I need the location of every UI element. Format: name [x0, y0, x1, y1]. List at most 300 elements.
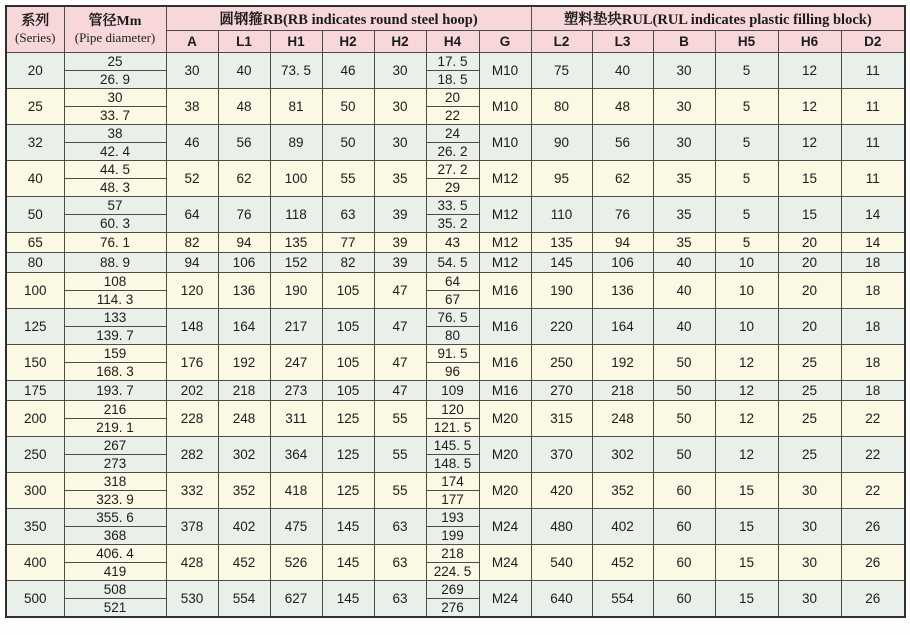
value-cell: 89 [270, 125, 322, 161]
value-cell: 56 [592, 125, 653, 161]
value-cell: 40 [592, 53, 653, 89]
column-header-h2: H2 [322, 31, 374, 53]
value-cell: 47 [374, 345, 426, 381]
diameter-cell: 42. 4 [64, 143, 166, 161]
value-cell: M16 [479, 309, 531, 345]
h4-cell: 269 [426, 581, 479, 599]
series-cell: 150 [6, 345, 64, 381]
value-cell: 247 [270, 345, 322, 381]
value-cell: 30 [374, 89, 426, 125]
value-cell: 50 [322, 125, 374, 161]
value-cell: 30 [778, 581, 841, 618]
value-cell: 164 [218, 309, 270, 345]
h4-cell: 17. 5 [426, 53, 479, 71]
value-cell: 38 [166, 89, 218, 125]
round-steel-hoop-group-header: 圆钢箍RB(RB indicates round steel hoop) [166, 6, 531, 31]
diameter-cell: 219. 1 [64, 419, 166, 437]
value-cell: 75 [531, 53, 592, 89]
diameter-cell: 88. 9 [64, 253, 166, 273]
value-cell: 14 [841, 197, 905, 233]
value-cell: 370 [531, 437, 592, 473]
value-cell: 76 [592, 197, 653, 233]
value-cell: 228 [166, 401, 218, 437]
value-cell: 47 [374, 381, 426, 401]
value-cell: 39 [374, 233, 426, 253]
value-cell: 270 [531, 381, 592, 401]
value-cell: M12 [479, 233, 531, 253]
diameter-cell: 48. 3 [64, 179, 166, 197]
diameter-cell: 33. 7 [64, 107, 166, 125]
value-cell: 39 [374, 253, 426, 273]
value-cell: 60 [653, 509, 715, 545]
value-cell: 12 [715, 345, 778, 381]
h4-cell: 121. 5 [426, 419, 479, 437]
value-cell: 105 [322, 273, 374, 309]
value-cell: 152 [270, 253, 322, 273]
value-cell: M10 [479, 125, 531, 161]
table-row [6, 345, 905, 363]
series-cell: 40 [6, 161, 64, 197]
value-cell: 60 [653, 545, 715, 581]
h4-cell: 22 [426, 107, 479, 125]
h4-cell: 120 [426, 401, 479, 419]
value-cell: 25 [778, 437, 841, 473]
column-header-l1: L1 [218, 31, 270, 53]
value-cell: 35 [653, 233, 715, 253]
series-header [6, 6, 64, 53]
series-cell: 20 [6, 53, 64, 89]
diameter-cell: 25 [64, 53, 166, 71]
value-cell: 63 [374, 545, 426, 581]
value-cell: 12 [778, 89, 841, 125]
value-cell: 190 [270, 273, 322, 309]
value-cell: 145 [322, 545, 374, 581]
value-cell: 30 [653, 89, 715, 125]
table-row [6, 253, 905, 273]
plastic-block-group-header: 塑料垫块RUL(RUL indicates plastic filling block) [531, 6, 905, 31]
column-header-l3: L3 [592, 31, 653, 53]
value-cell: 22 [841, 401, 905, 437]
diameter-cell: 30 [64, 89, 166, 107]
value-cell: 540 [531, 545, 592, 581]
value-cell: 30 [653, 125, 715, 161]
value-cell: 530 [166, 581, 218, 618]
value-cell: 10 [715, 309, 778, 345]
value-cell: 302 [218, 437, 270, 473]
table-row [6, 545, 905, 563]
h4-cell: 24 [426, 125, 479, 143]
value-cell: 402 [592, 509, 653, 545]
value-cell: 475 [270, 509, 322, 545]
series-cell: 250 [6, 437, 64, 473]
h4-cell: 109 [426, 381, 479, 401]
diameter-cell: 38 [64, 125, 166, 143]
value-cell: 106 [592, 253, 653, 273]
value-cell: M16 [479, 381, 531, 401]
series-cell: 400 [6, 545, 64, 581]
series-cell: 100 [6, 273, 64, 309]
series-cell: 125 [6, 309, 64, 345]
value-cell: M24 [479, 509, 531, 545]
value-cell: 82 [166, 233, 218, 253]
value-cell: 63 [374, 581, 426, 618]
value-cell: 5 [715, 161, 778, 197]
value-cell: M12 [479, 197, 531, 233]
series-cell: 300 [6, 473, 64, 509]
value-cell: 15 [715, 509, 778, 545]
value-cell: 190 [531, 273, 592, 309]
value-cell: 94 [592, 233, 653, 253]
value-cell: 50 [653, 401, 715, 437]
value-cell: M20 [479, 473, 531, 509]
value-cell: M20 [479, 437, 531, 473]
diameter-cell: 60. 3 [64, 215, 166, 233]
value-cell: 428 [166, 545, 218, 581]
diameter-cell: 521 [64, 599, 166, 618]
value-cell: 125 [322, 401, 374, 437]
value-cell: 100 [270, 161, 322, 197]
column-header-g: G [479, 31, 531, 53]
value-cell: 82 [322, 253, 374, 273]
diameter-cell: 114. 3 [64, 291, 166, 309]
table-row [6, 53, 905, 71]
value-cell: 50 [653, 345, 715, 381]
column-header-b: B [653, 31, 715, 53]
value-cell: 56 [218, 125, 270, 161]
value-cell: 81 [270, 89, 322, 125]
series-cell: 65 [6, 233, 64, 253]
diameter-cell: 406. 4 [64, 545, 166, 563]
value-cell: 20 [778, 309, 841, 345]
value-cell: 12 [778, 53, 841, 89]
value-cell: 25 [778, 345, 841, 381]
value-cell: 192 [592, 345, 653, 381]
value-cell: 640 [531, 581, 592, 618]
value-cell: 26 [841, 581, 905, 618]
diameter-cell: 139. 7 [64, 327, 166, 345]
diameter-cell: 419 [64, 563, 166, 581]
diameter-cell: 355. 6 [64, 509, 166, 527]
h4-cell: 64 [426, 273, 479, 291]
value-cell: 145 [531, 253, 592, 273]
value-cell: 15 [715, 545, 778, 581]
h4-cell: 20 [426, 89, 479, 107]
value-cell: 63 [322, 197, 374, 233]
value-cell: 26 [841, 545, 905, 581]
value-cell: 118 [270, 197, 322, 233]
h4-cell: 18. 5 [426, 71, 479, 89]
value-cell: 47 [374, 309, 426, 345]
value-cell: 11 [841, 161, 905, 197]
value-cell: 12 [715, 381, 778, 401]
value-cell: 136 [592, 273, 653, 309]
value-cell: 60 [653, 581, 715, 618]
value-cell: 55 [322, 161, 374, 197]
value-cell: 5 [715, 197, 778, 233]
value-cell: 526 [270, 545, 322, 581]
value-cell: 120 [166, 273, 218, 309]
value-cell: 48 [218, 89, 270, 125]
table-row [6, 273, 905, 291]
value-cell: 192 [218, 345, 270, 381]
diameter-cell: 159 [64, 345, 166, 363]
value-cell: 20 [778, 273, 841, 309]
diameter-cell: 216 [64, 401, 166, 419]
table-row [6, 401, 905, 419]
value-cell: 64 [166, 197, 218, 233]
table-row [6, 125, 905, 143]
value-cell: 94 [166, 253, 218, 273]
value-cell: 55 [374, 401, 426, 437]
value-cell: 18 [841, 345, 905, 381]
h4-cell: 80 [426, 327, 479, 345]
table-row [6, 233, 905, 253]
group-header-row [6, 6, 905, 31]
value-cell: 46 [322, 53, 374, 89]
value-cell: 12 [715, 437, 778, 473]
value-cell: 40 [653, 309, 715, 345]
diameter-cell: 57 [64, 197, 166, 215]
series-cell: 350 [6, 509, 64, 545]
value-cell: 452 [218, 545, 270, 581]
diameter-cell: 108 [64, 273, 166, 291]
value-cell: 46 [166, 125, 218, 161]
h4-cell: 54. 5 [426, 253, 479, 273]
value-cell: M12 [479, 161, 531, 197]
value-cell: 105 [322, 309, 374, 345]
value-cell: M12 [479, 253, 531, 273]
diameter-cell: 26. 9 [64, 71, 166, 89]
table-row [6, 381, 905, 401]
value-cell: 418 [270, 473, 322, 509]
series-header-en: (Series) [15, 30, 56, 46]
value-cell: 40 [218, 53, 270, 89]
value-cell: 47 [374, 273, 426, 309]
value-cell: 218 [592, 381, 653, 401]
value-cell: 5 [715, 53, 778, 89]
table-row [6, 473, 905, 491]
value-cell: 76 [218, 197, 270, 233]
value-cell: 18 [841, 309, 905, 345]
value-cell: 5 [715, 89, 778, 125]
column-header-h5: H5 [715, 31, 778, 53]
series-header-zh: 系列 [21, 13, 50, 29]
column-header-h2: H2 [374, 31, 426, 53]
diameter-cell: 323. 9 [64, 491, 166, 509]
value-cell: 480 [531, 509, 592, 545]
column-header-d2: D2 [841, 31, 905, 53]
value-cell: 50 [653, 437, 715, 473]
value-cell: 105 [322, 381, 374, 401]
value-cell: 20 [778, 253, 841, 273]
value-cell: 18 [841, 381, 905, 401]
value-cell: 35 [653, 161, 715, 197]
value-cell: 148 [166, 309, 218, 345]
value-cell: 5 [715, 233, 778, 253]
diameter-cell: 318 [64, 473, 166, 491]
value-cell: 627 [270, 581, 322, 618]
value-cell: M10 [479, 53, 531, 89]
series-cell: 80 [6, 253, 64, 273]
h4-cell: 91. 5 [426, 345, 479, 363]
value-cell: 62 [218, 161, 270, 197]
value-cell: M20 [479, 401, 531, 437]
value-cell: 220 [531, 309, 592, 345]
h4-cell: 199 [426, 527, 479, 545]
table-row [6, 509, 905, 527]
value-cell: 50 [322, 89, 374, 125]
value-cell: 12 [715, 401, 778, 437]
table-row [6, 161, 905, 179]
table-row [6, 437, 905, 455]
value-cell: 554 [592, 581, 653, 618]
value-cell: 30 [374, 125, 426, 161]
value-cell: 25 [778, 401, 841, 437]
h4-cell: 26. 2 [426, 143, 479, 161]
value-cell: 77 [322, 233, 374, 253]
value-cell: 217 [270, 309, 322, 345]
series-cell: 25 [6, 89, 64, 125]
value-cell: 145 [322, 581, 374, 618]
value-cell: 55 [374, 437, 426, 473]
value-cell: 62 [592, 161, 653, 197]
value-cell: 302 [592, 437, 653, 473]
value-cell: 95 [531, 161, 592, 197]
value-cell: 25 [778, 381, 841, 401]
value-cell: 26 [841, 509, 905, 545]
h4-cell: 27. 2 [426, 161, 479, 179]
value-cell: 15 [778, 197, 841, 233]
h4-cell: 193 [426, 509, 479, 527]
value-cell: 135 [270, 233, 322, 253]
h4-cell: 224. 5 [426, 563, 479, 581]
value-cell: 63 [374, 509, 426, 545]
column-header-a: A [166, 31, 218, 53]
h4-cell: 35. 2 [426, 215, 479, 233]
value-cell: M24 [479, 581, 531, 618]
value-cell: 282 [166, 437, 218, 473]
value-cell: 30 [778, 509, 841, 545]
value-cell: 90 [531, 125, 592, 161]
h4-cell: 177 [426, 491, 479, 509]
diameter-cell: 267 [64, 437, 166, 455]
value-cell: 125 [322, 437, 374, 473]
value-cell: 40 [653, 273, 715, 309]
diameter-cell: 273 [64, 455, 166, 473]
table-row [6, 89, 905, 107]
column-header-h1: H1 [270, 31, 322, 53]
value-cell: 40 [653, 253, 715, 273]
value-cell: 15 [715, 581, 778, 618]
value-cell: 60 [653, 473, 715, 509]
value-cell: 55 [374, 473, 426, 509]
value-cell: 352 [592, 473, 653, 509]
value-cell: 30 [166, 53, 218, 89]
value-cell: 14 [841, 233, 905, 253]
series-cell: 200 [6, 401, 64, 437]
value-cell: 273 [270, 381, 322, 401]
table-row [6, 581, 905, 599]
value-cell: 378 [166, 509, 218, 545]
value-cell: 106 [218, 253, 270, 273]
value-cell: 420 [531, 473, 592, 509]
value-cell: M24 [479, 545, 531, 581]
value-cell: 15 [778, 161, 841, 197]
value-cell: 80 [531, 89, 592, 125]
table-row [6, 309, 905, 327]
value-cell: 248 [218, 401, 270, 437]
diameter-cell: 76. 1 [64, 233, 166, 253]
value-cell: 364 [270, 437, 322, 473]
value-cell: 18 [841, 253, 905, 273]
column-header-h4: H4 [426, 31, 479, 53]
spec-table [5, 5, 906, 618]
value-cell: 35 [653, 197, 715, 233]
value-cell: 5 [715, 125, 778, 161]
value-cell: 39 [374, 197, 426, 233]
diameter-cell: 44. 5 [64, 161, 166, 179]
value-cell: 164 [592, 309, 653, 345]
value-cell: 30 [374, 53, 426, 89]
value-cell: 11 [841, 125, 905, 161]
value-cell: 30 [778, 545, 841, 581]
value-cell: 20 [778, 233, 841, 253]
value-cell: 11 [841, 53, 905, 89]
h4-cell: 174 [426, 473, 479, 491]
value-cell: 18 [841, 273, 905, 309]
value-cell: 50 [653, 381, 715, 401]
value-cell: 30 [653, 53, 715, 89]
value-cell: 48 [592, 89, 653, 125]
value-cell: 248 [592, 401, 653, 437]
pipe-diameter-header [64, 6, 166, 53]
h4-cell: 29 [426, 179, 479, 197]
value-cell: 202 [166, 381, 218, 401]
value-cell: 136 [218, 273, 270, 309]
series-cell: 175 [6, 381, 64, 401]
h4-cell: 76. 5 [426, 309, 479, 327]
value-cell: 10 [715, 253, 778, 273]
value-cell: 73. 5 [270, 53, 322, 89]
value-cell: 145 [322, 509, 374, 545]
series-cell: 50 [6, 197, 64, 233]
series-cell: 500 [6, 581, 64, 618]
diameter-cell: 368 [64, 527, 166, 545]
value-cell: 402 [218, 509, 270, 545]
column-header-l2: L2 [531, 31, 592, 53]
h4-cell: 43 [426, 233, 479, 253]
value-cell: 218 [218, 381, 270, 401]
value-cell: 352 [218, 473, 270, 509]
value-cell: 11 [841, 89, 905, 125]
h4-cell: 145. 5 [426, 437, 479, 455]
value-cell: M16 [479, 345, 531, 381]
value-cell: M16 [479, 273, 531, 309]
value-cell: 15 [715, 473, 778, 509]
value-cell: 10 [715, 273, 778, 309]
pipe-diameter-header-zh: 管径Mm [88, 13, 142, 29]
h4-cell: 33. 5 [426, 197, 479, 215]
value-cell: 176 [166, 345, 218, 381]
value-cell: 30 [778, 473, 841, 509]
value-cell: M10 [479, 89, 531, 125]
value-cell: 135 [531, 233, 592, 253]
value-cell: 250 [531, 345, 592, 381]
value-cell: 105 [322, 345, 374, 381]
value-cell: 52 [166, 161, 218, 197]
table-row [6, 197, 905, 215]
value-cell: 35 [374, 161, 426, 197]
